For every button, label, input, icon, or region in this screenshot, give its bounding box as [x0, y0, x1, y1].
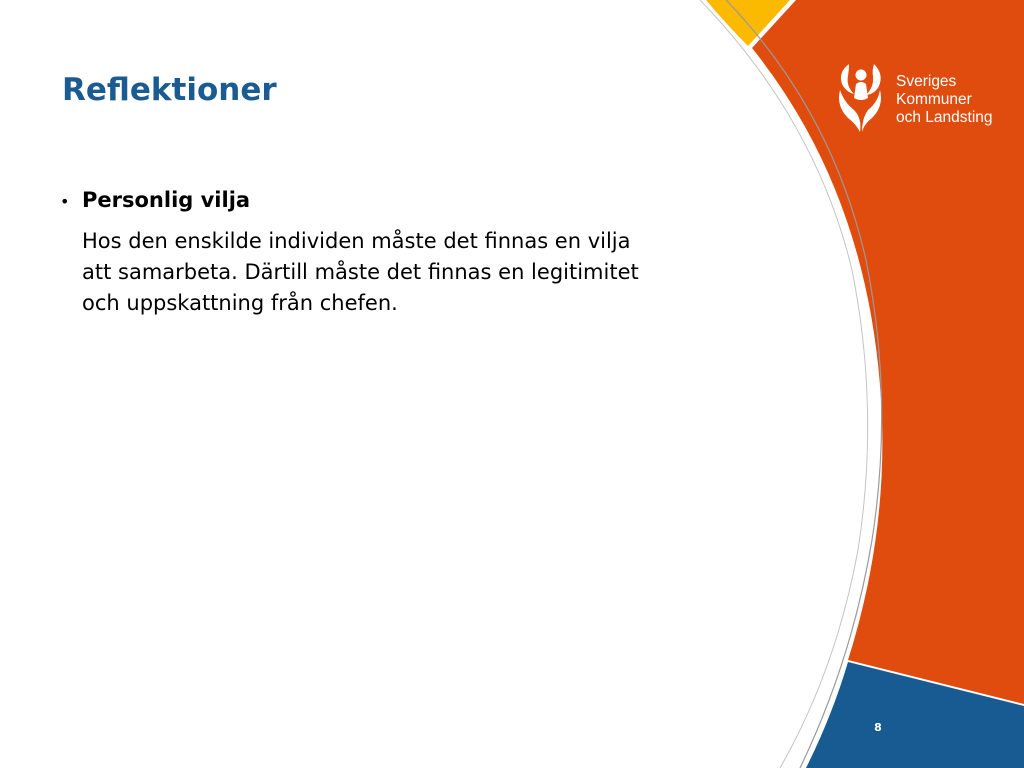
skl-emblem-icon [834, 62, 886, 134]
skl-logo-text [896, 73, 993, 127]
bullet-body-text: Hos den enskilde individen måste det finnas en vilja att samarbeta. Därtill måste det finnas en legitimitet och uppskattning från chefen. [82, 229, 639, 315]
bullet-heading: Personlig vilja [82, 188, 251, 212]
logo-line-2: Kommuner [896, 91, 972, 108]
logo-line-3: och Landsting [896, 109, 993, 126]
bullet-content [60, 184, 660, 319]
bullet-dot-icon: • [60, 192, 70, 211]
skl-logo [834, 62, 1014, 136]
logo-line-1: Sveriges [896, 73, 957, 90]
page-number: 8 [874, 721, 882, 734]
bullet-item [60, 184, 660, 218]
slide-title: Reflektioner [62, 72, 277, 108]
